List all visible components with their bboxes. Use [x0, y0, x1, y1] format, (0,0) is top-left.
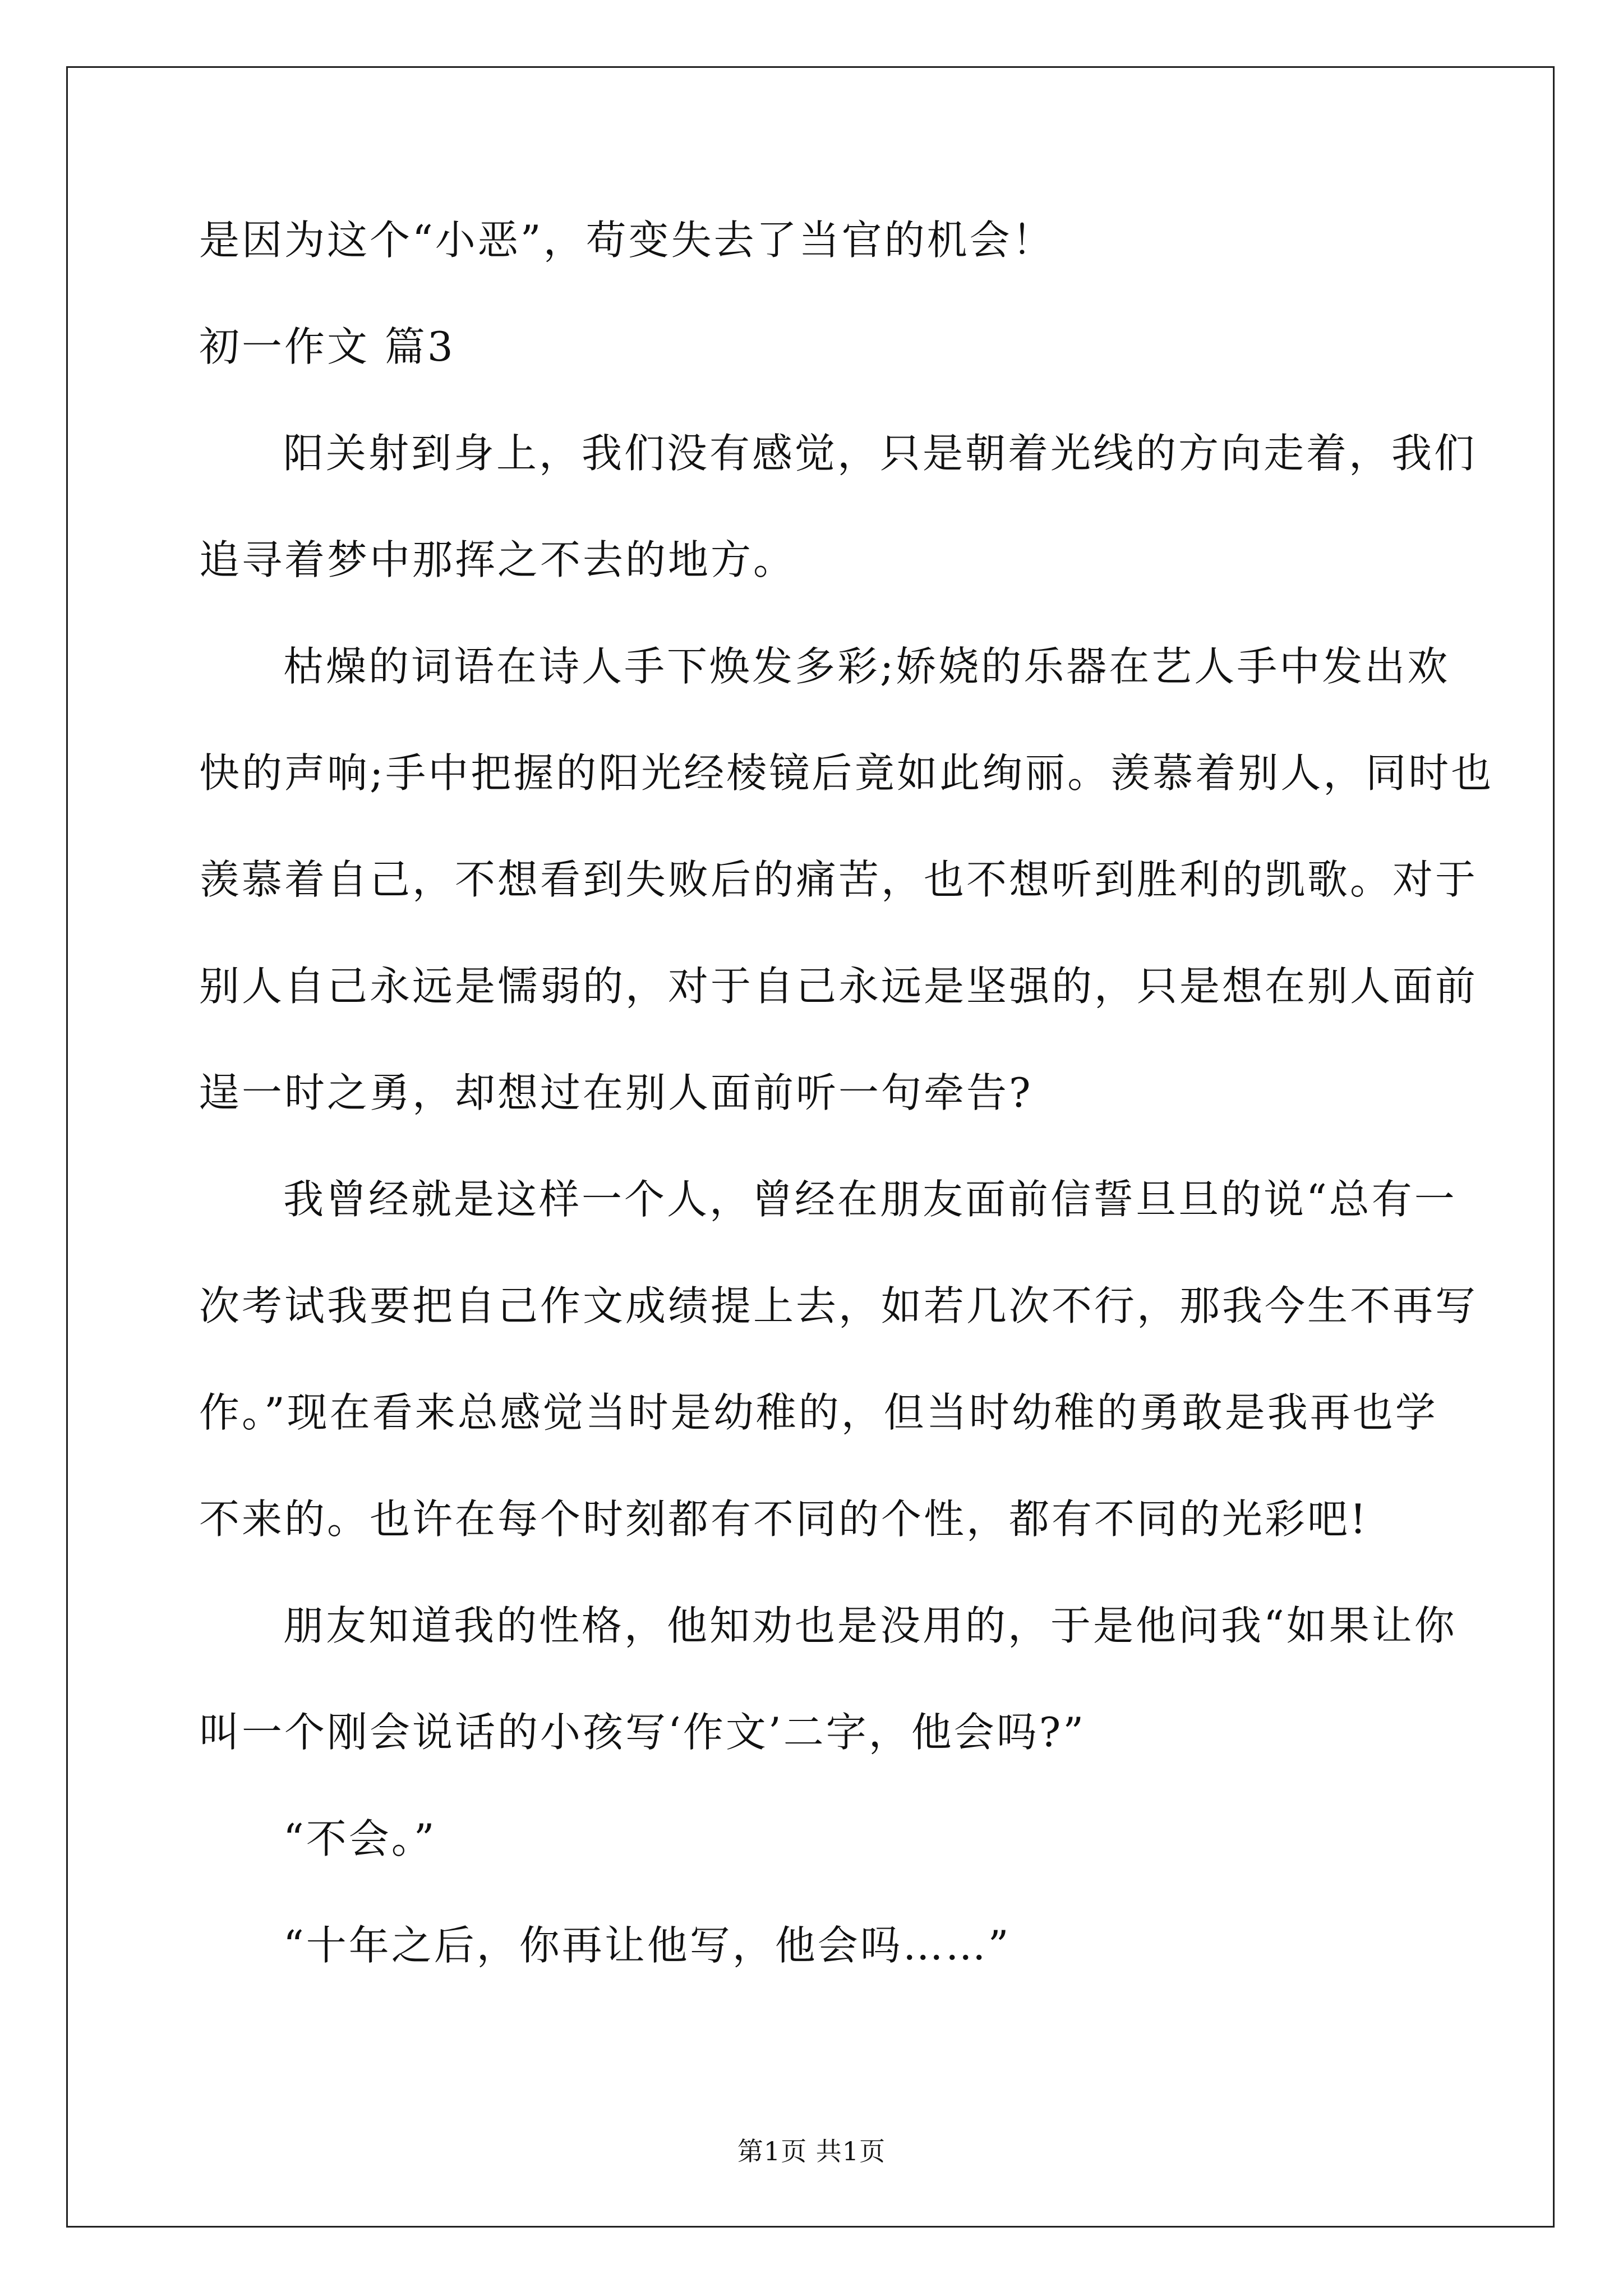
- paragraph-line: 快的声响;手中把握的阳光经棱镜后竟如此绚丽。羡慕着别人，同时也: [199, 749, 1494, 797]
- page-border: [66, 66, 1555, 2228]
- paragraph-line: 朋友知道我的性格，他知劝也是没用的，于是他问我“如果让你: [283, 1602, 1457, 1649]
- paragraph-line: 追寻着梦中那挥之不去的地方。: [199, 536, 796, 583]
- section-heading: 初一作文 篇3: [199, 323, 455, 370]
- paragraph-line: 作。”现在看来总感觉当时是幼稚的，但当时幼稚的勇敢是我再也学: [199, 1389, 1438, 1436]
- dialogue-line: “十年之后，你再让他写，他会吗……”: [283, 1922, 1011, 1969]
- paragraph-line: 逞一时之勇，却想过在别人面前听一句牵告?: [199, 1069, 1033, 1116]
- paragraph-line: 羡慕着自己，不想看到失败后的痛苦，也不想听到胜利的凯歌。对于: [199, 856, 1478, 903]
- paragraph-line: 阳关射到身上，我们没有感觉，只是朝着光线的方向走着，我们: [283, 430, 1477, 477]
- paragraph-line: 次考试我要把自己作文成绩提上去，如若几次不行，那我今生不再写: [199, 1282, 1478, 1329]
- text-line: 是因为这个“小恶”，苟变失去了当官的机会！: [199, 217, 1055, 264]
- paragraph-line: 别人自己永远是懦弱的，对于自己永远是坚强的，只是想在别人面前: [199, 963, 1478, 1010]
- paragraph-line: 叫一个刚会说话的小孩写‘作文’二字，他会吗?”: [199, 1709, 1086, 1756]
- dialogue-line: “不会。”: [283, 1815, 437, 1862]
- paragraph-line: 枯燥的词语在诗人手下焕发多彩;娇娆的乐器在艺人手中发出欢: [283, 643, 1450, 690]
- paragraph-line: 不来的。也许在每个时刻都有不同的个性，都有不同的光彩吧!: [199, 1496, 1368, 1543]
- paragraph-line: 我曾经就是这样一个人，曾经在朋友面前信誓旦旦的说“总有一: [283, 1176, 1457, 1223]
- page-footer: 第1页 共1页: [737, 2136, 886, 2166]
